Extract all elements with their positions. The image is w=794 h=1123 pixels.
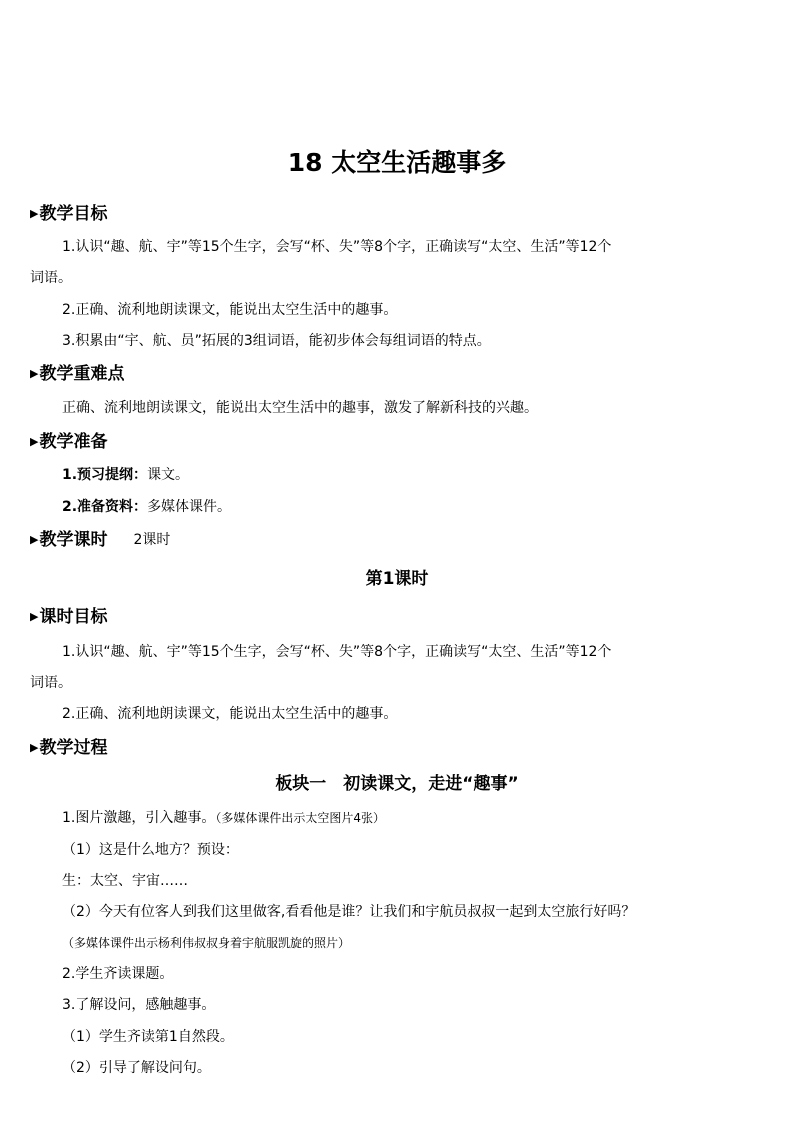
triangle-bullet-icon: ▶ [30,741,39,754]
section-heading-preparation: ▶教学准备 [30,432,108,452]
process-step-3-sub-2: （2）引导了解设问句。 [62,1060,211,1076]
process-step-1-answer: 生：太空、宇宙…… [62,873,188,889]
goal-1-line-1: 1.认识“趣、航、宇”等15个生字，会写“杯、失”等8个字，正确读写“太空、生活”等12个 [62,239,612,255]
process-step-2: 2.学生齐读课题。 [62,966,174,982]
prep-item-1: 1.预习提纲：课文。 [62,467,190,483]
page-title: 18 太空生活趣事多 [287,148,507,177]
process-step-1: 1.图片激趣，引入趣事。（多媒体课件出示太空图片4张） [62,810,385,826]
section-heading-hours: ▶教学课时 2课时 [30,530,171,550]
section-heading-process: ▶教学过程 [30,738,108,758]
process-step-1-sub-2-note: （多媒体课件出示杨利伟叔叔身着宇航服凯旋的照片） [62,936,351,950]
triangle-bullet-icon: ▶ [30,533,39,546]
key-points-text: 正确、流利地朗读课文，能说出太空生活中的趣事，激发了解新科技的兴趣。 [62,400,538,416]
process-step-1-note: （多媒体课件出示太空图片4张） [215,811,385,825]
block-title: 板块一 初读课文，走进“趣事” [275,774,519,794]
lesson-title: 第1课时 [365,569,429,589]
lesson-goal-2: 2.正确、流利地朗读课文，能说出太空生活中的趣事。 [62,706,398,722]
lesson-goal-1-line-1: 1.认识“趣、航、宇”等15个生字，会写“杯、失”等8个字，正确读写“太空、生活”等12个 [62,644,612,660]
section-heading-lesson-goals: ▶课时目标 [30,607,108,627]
triangle-bullet-icon: ▶ [30,367,39,380]
triangle-bullet-icon: ▶ [30,207,39,220]
lesson-goal-1-line-2: 词语。 [30,675,72,691]
triangle-bullet-icon: ▶ [30,435,39,448]
section-heading-goals: ▶教学目标 [30,204,108,224]
process-step-1-sub-2: （2）今天有位客人到我们这里做客,看看他是谁？让我们和宇航员叔叔一起到太空旅行好吗？ [62,904,636,920]
hours-value: 2课时 [133,532,171,548]
goal-2: 2.正确、流利地朗读课文，能说出太空生活中的趣事。 [62,302,398,318]
process-step-3-sub-1: （1）学生齐读第1自然段。 [62,1029,234,1045]
goal-3: 3.积累由“宇、航、员”拓展的3组词语，能初步体会每组词语的特点。 [62,333,491,349]
process-step-3: 3.了解设问，感触趣事。 [62,997,216,1013]
goal-1-line-2: 词语。 [30,270,72,286]
triangle-bullet-icon: ▶ [30,610,39,623]
prep-item-2: 2.准备资料：多媒体课件。 [62,499,232,515]
section-heading-key-points: ▶教学重难点 [30,364,125,384]
process-step-1-sub-1: （1）这是什么地方？预设： [62,842,239,858]
